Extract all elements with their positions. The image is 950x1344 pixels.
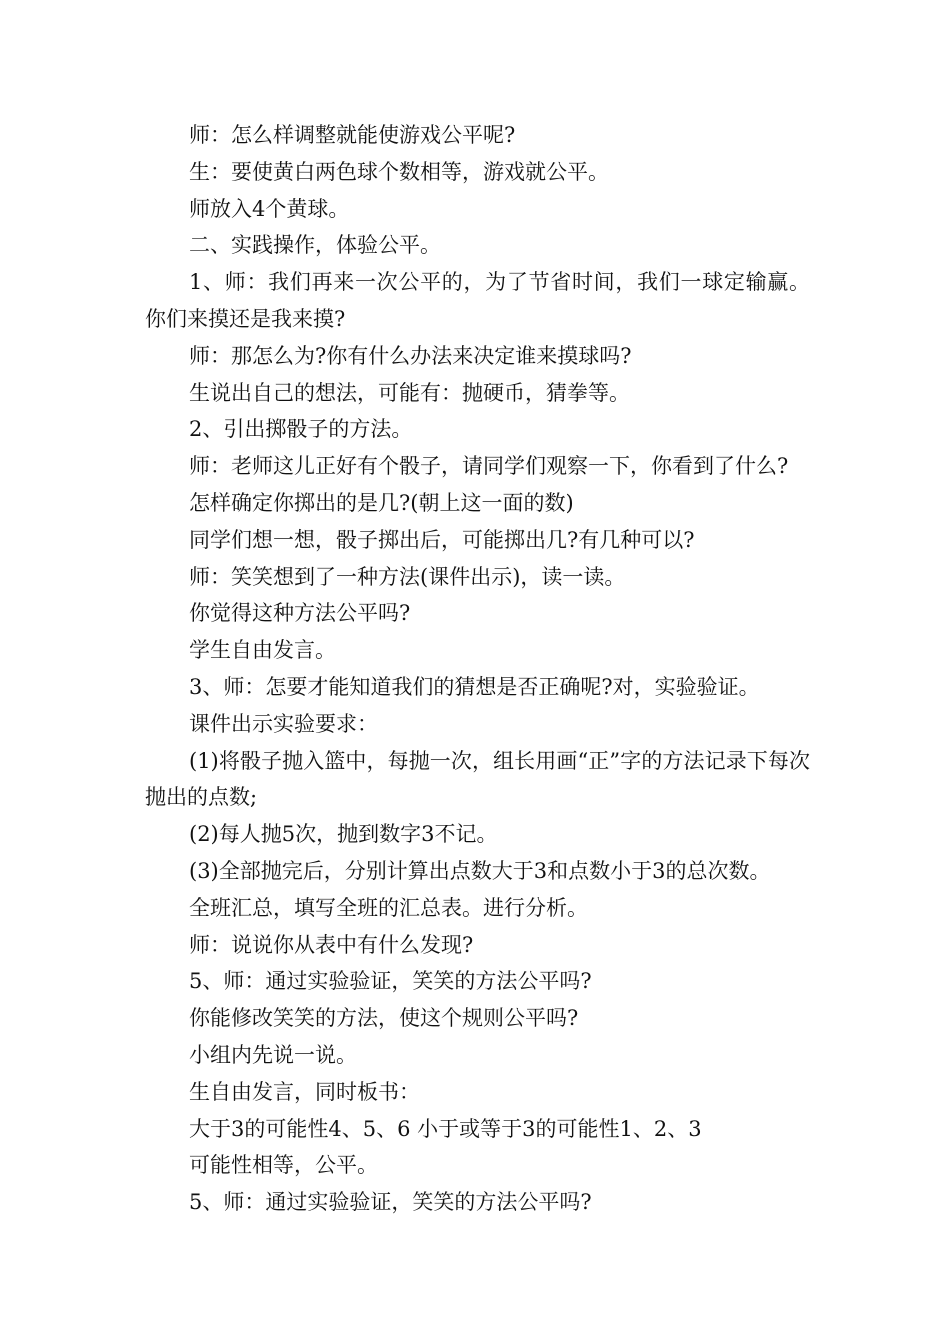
paragraph-2: 生：要使黄白两色球个数相等，游戏就公平。	[189, 159, 609, 184]
paragraph-6: 师：那怎么为?你有什么办法来决定谁来摸球吗?	[189, 343, 632, 368]
paragraph-21: 师：说说你从表中有什么发现?	[189, 932, 474, 957]
paragraph-26: 大于3的可能性4、5、6 小于或等于3的可能性1、2、3	[189, 1116, 702, 1141]
paragraph-17: (1)将骰子抛入篮中，每抛一次，组长用画“正”字的方法记录下每次抛出的点数;	[145, 748, 810, 810]
paragraph-11: 同学们想一想，骰子掷出后，可能掷出几?有几种可以?	[189, 527, 695, 552]
paragraph-23: 你能修改笑笑的方法，使这个规则公平吗?	[189, 1006, 579, 1031]
paragraph-8: 2、引出掷骰子的方法。	[189, 417, 413, 442]
section-heading-practice: 二、实践操作，体验公平。	[189, 233, 441, 258]
paragraph-28: 5、师：通过实验验证，笑笑的方法公平吗?	[189, 1190, 592, 1215]
paragraph-12: 师：笑笑想到了一种方法(课件出示)，读一读。	[189, 564, 626, 589]
paragraph-10: 怎样确定你掷出的是几?(朝上这一面的数)	[189, 490, 574, 515]
paragraph-18: (2)每人抛5次，抛到数字3不记。	[189, 822, 498, 847]
paragraph-7: 生说出自己的想法，可能有：抛硬币，猜拳等。	[189, 380, 630, 405]
paragraph-22: 5、师：通过实验验证，笑笑的方法公平吗?	[189, 969, 592, 994]
paragraph-1: 师：怎么样调整就能使游戏公平呢?	[189, 123, 516, 147]
paragraph-19: (3)全部抛完后，分别计算出点数大于3和点数小于3的总次数。	[189, 858, 771, 883]
paragraph-25: 生自由发言，同时板书：	[189, 1079, 420, 1104]
paragraph-15: 3、师：怎要才能知道我们的猜想是否正确呢?对，实验验证。	[189, 674, 760, 699]
paragraph-24: 小组内先说一说。	[189, 1042, 357, 1067]
paragraph-9: 师：老师这儿正好有个骰子，请同学们观察一下，你看到了什么?	[189, 454, 789, 479]
paragraph-5: 1、师：我们再来一次公平的，为了节省时间，我们一球定输赢。你们来摸还是我来摸?	[145, 270, 810, 331]
paragraph-16: 课件出示实验要求：	[189, 711, 378, 736]
document-body	[145, 117, 810, 1221]
paragraph-27: 可能性相等，公平。	[189, 1153, 378, 1178]
paragraph-14: 学生自由发言。	[189, 638, 336, 663]
paragraph-20: 全班汇总，填写全班的汇总表。进行分析。	[189, 895, 588, 920]
paragraph-3: 师放入4个黄球。	[189, 196, 350, 221]
paragraph-13: 你觉得这种方法公平吗?	[189, 601, 411, 626]
